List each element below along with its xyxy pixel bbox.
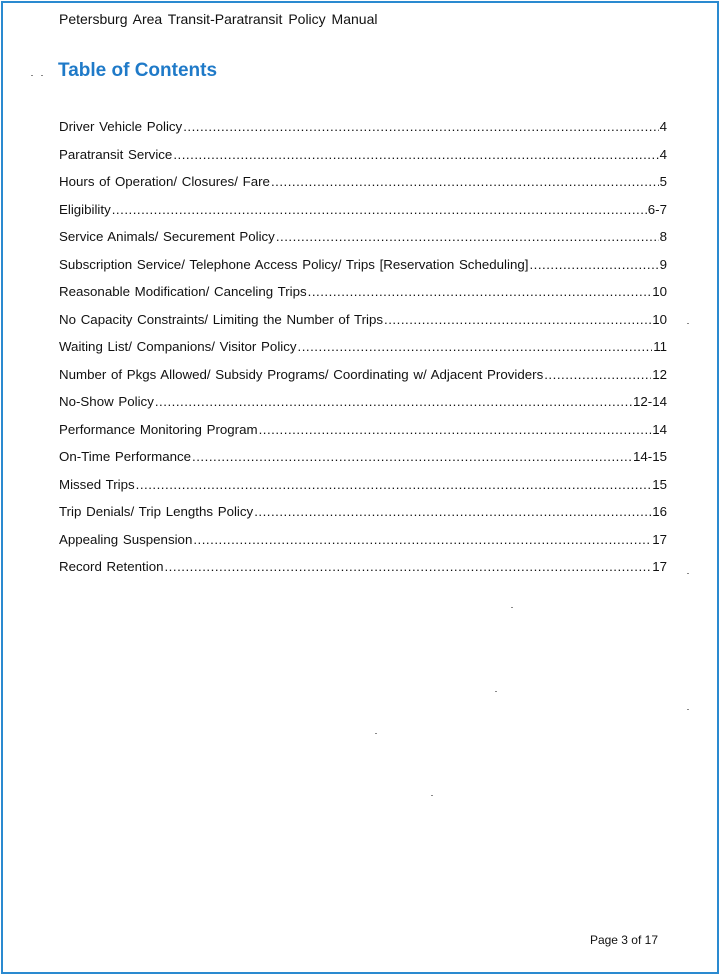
- toc-entry-page: 10: [652, 311, 667, 327]
- toc-entry: [59, 312, 667, 340]
- scan-speck: [687, 573, 689, 574]
- toc-entry-page: 12-14: [632, 394, 667, 409]
- toc-leader-dots: [276, 229, 659, 244]
- scan-speck: [41, 75, 43, 76]
- toc-leader-dots: [259, 422, 652, 437]
- toc-leader-dots: [384, 312, 651, 327]
- toc-entry-label: Driver Vehicle Policy: [59, 119, 183, 134]
- toc-entry-label: Subscription Service/ Telephone Access Policy/ Trips [Reservation Scheduling]: [59, 256, 529, 272]
- toc-entry-label: On-Time Performance: [59, 449, 192, 464]
- toc-entry: [59, 559, 667, 587]
- toc-entry-page: 14-15: [632, 449, 667, 464]
- toc-entry-page: 10: [652, 284, 667, 299]
- toc-entry: [59, 339, 667, 367]
- toc-entry-page: 15: [652, 476, 667, 492]
- toc-leader-dots: [529, 257, 658, 272]
- toc-leader-dots: [112, 202, 647, 217]
- scan-speck: [511, 607, 513, 608]
- toc-entry-page: 16: [652, 504, 667, 519]
- toc-list: [59, 119, 667, 587]
- toc-entry: [59, 257, 667, 285]
- toc-entry-label: Service Animals/ Securement Policy: [59, 229, 275, 244]
- toc-entry: [59, 449, 667, 477]
- toc-entry: [59, 394, 667, 422]
- toc-entry: [59, 532, 667, 560]
- toc-entry-label: No-Show Policy: [59, 394, 154, 409]
- toc-entry-page: 5: [659, 174, 667, 189]
- toc-leader-dots: [192, 449, 632, 464]
- toc-entry: [59, 422, 667, 450]
- toc-entry-page: 14: [652, 421, 667, 437]
- toc-leader-dots: [183, 119, 658, 134]
- toc-entry: [59, 477, 667, 505]
- toc-entry-label: Appealing Suspension: [59, 531, 193, 547]
- toc-entry-page: 12: [652, 366, 667, 382]
- toc-entry-label: Waiting List/ Companions/ Visitor Policy: [59, 339, 297, 354]
- toc-entry-page: 8: [659, 229, 667, 244]
- toc-entry-page: 17: [652, 559, 667, 574]
- toc-entry: [59, 367, 667, 395]
- scan-speck: [687, 709, 689, 710]
- toc-entry-label: Eligibility: [59, 201, 111, 217]
- toc-entry: [59, 284, 667, 312]
- toc-leader-dots: [254, 504, 651, 519]
- toc-entry-page: 4: [659, 146, 667, 162]
- scan-speck: [431, 795, 433, 796]
- toc-leader-dots: [544, 367, 651, 382]
- document-page: [1, 1, 719, 974]
- toc-entry: [59, 147, 667, 175]
- toc-leader-dots: [308, 284, 652, 299]
- toc-leader-dots: [173, 147, 658, 162]
- toc-entry-label: Trip Denials/ Trip Lengths Policy: [59, 504, 254, 519]
- toc-entry-label: Number of Pkgs Allowed/ Subsidy Programs/ Coordinating w/ Adjacent Providers: [59, 366, 544, 382]
- toc-entry-label: Hours of Operation/ Closures/ Fare: [59, 174, 270, 189]
- toc-entry-label: No Capacity Constraints/ Limiting the Number of Trips: [59, 311, 384, 327]
- toc-entry: [59, 202, 667, 230]
- scan-speck: [687, 323, 689, 324]
- toc-entry-label: Performance Monitoring Program: [59, 421, 258, 437]
- toc-leader-dots: [271, 174, 659, 189]
- toc-heading: Table of Contents: [58, 60, 218, 81]
- scan-speck: [375, 733, 377, 734]
- scan-speck: [31, 75, 33, 76]
- toc-entry-page: 4: [659, 119, 667, 134]
- toc-leader-dots: [164, 559, 651, 574]
- toc-entry-page: 17: [652, 531, 667, 547]
- toc-leader-dots: [193, 532, 651, 547]
- toc-entry-label: Missed Trips: [59, 476, 135, 492]
- toc-leader-dots: [155, 394, 632, 409]
- toc-entry-page: 9: [659, 256, 667, 272]
- toc-entry-label: Paratransit Service: [59, 146, 173, 162]
- toc-entry: [59, 174, 667, 202]
- toc-entry-label: Reasonable Modification/ Canceling Trips: [59, 284, 307, 299]
- toc-entry: [59, 229, 667, 257]
- toc-entry-page: 6-7: [647, 201, 667, 217]
- toc-leader-dots: [136, 477, 652, 492]
- toc-entry-label: Record Retention: [59, 559, 164, 574]
- scan-speck: [495, 691, 497, 692]
- toc-entry: [59, 119, 667, 147]
- page-number: Page 3 of 17: [589, 933, 658, 947]
- toc-leader-dots: [298, 339, 653, 354]
- toc-entry: [59, 504, 667, 532]
- toc-entry-page: 11: [653, 339, 667, 354]
- document-header: Petersburg Area Transit-Paratransit Policy Manual: [59, 11, 378, 27]
